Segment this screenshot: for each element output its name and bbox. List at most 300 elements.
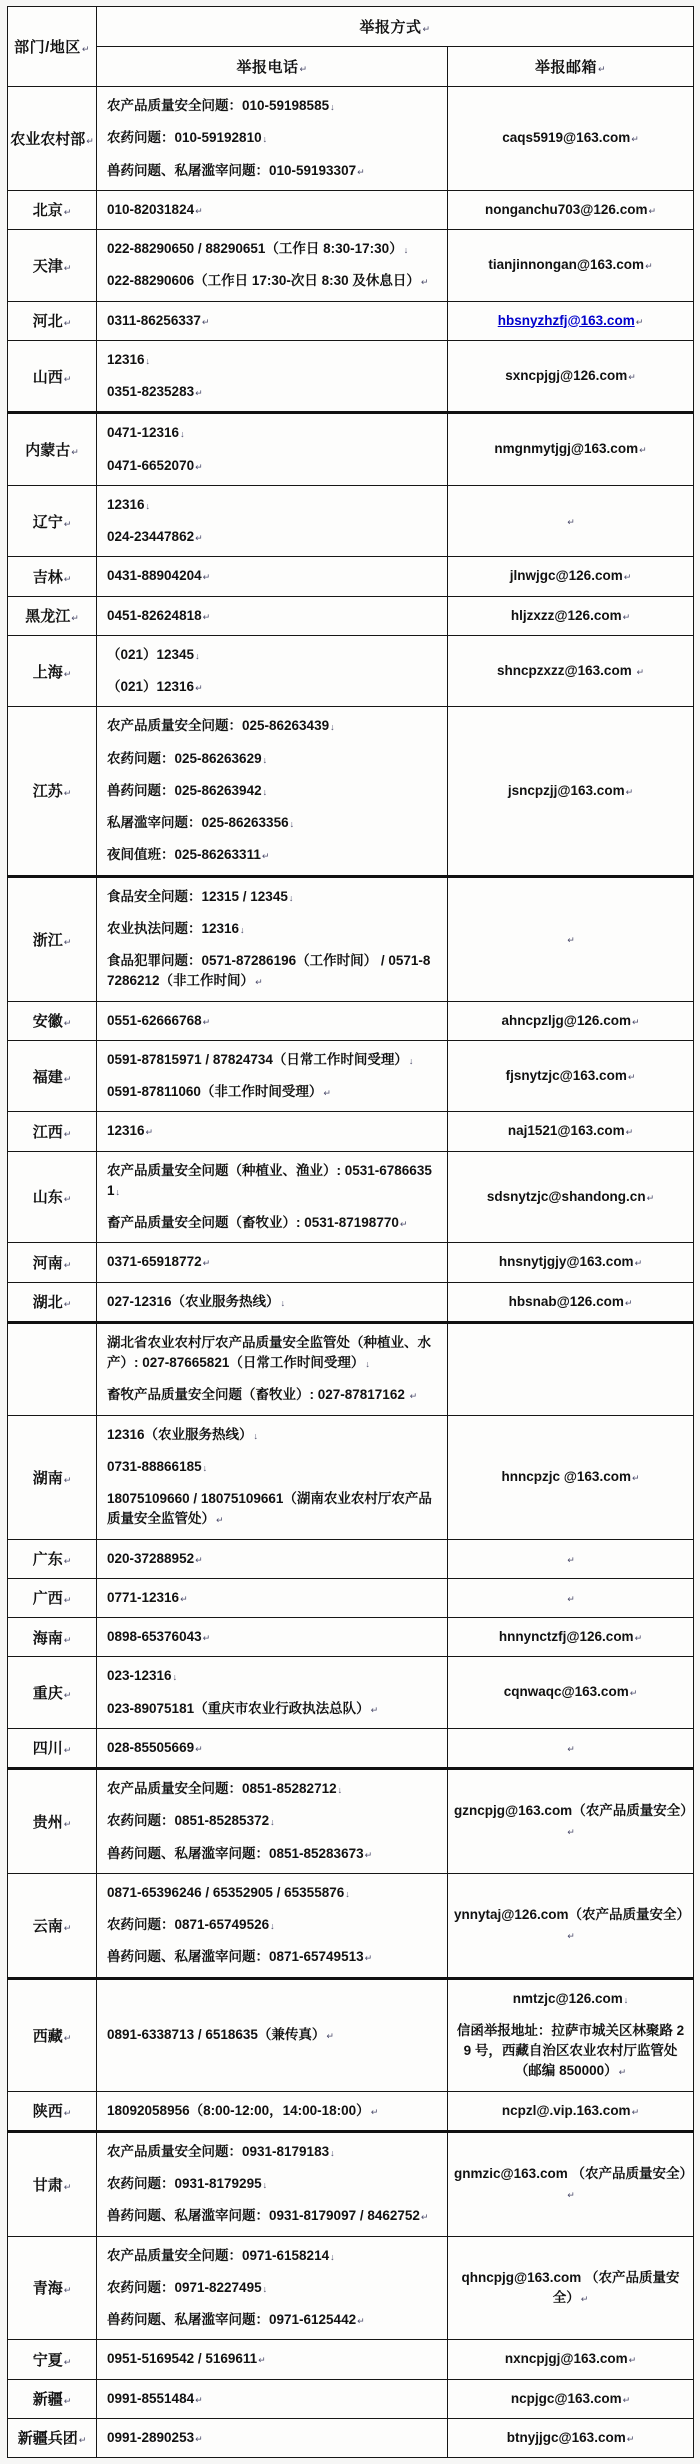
- table-row: [8, 1151, 694, 1243]
- format-mark-icon: ↵: [63, 1818, 72, 1829]
- phone-line: 农产品质量安全问题：010-59198585↓: [107, 98, 335, 113]
- phone-line: 食品犯罪问题：0571-87286196（工作时间） / 0571-87286212（非工作时间）↵: [107, 953, 431, 989]
- format-mark-icon: ↵: [195, 1554, 203, 1565]
- phone-line: 0351-8235283↵: [107, 384, 203, 399]
- format-mark-icon: ↵: [624, 1297, 633, 1308]
- format-mark-icon: ↵: [63, 2356, 72, 2367]
- email-line: 信函举报地址：拉萨市城关区林聚路 29 号，西藏自治区农业农村厅监管处（邮编 850000）↵: [456, 2022, 685, 2079]
- phone-line: 食品安全问题：12315 / 12345↓: [107, 888, 294, 904]
- phone-line: 12316↓: [107, 496, 151, 512]
- region-cell: 广西↵: [8, 1578, 97, 1617]
- format-mark-icon: ↓: [202, 1462, 208, 1473]
- format-mark-icon: ↓: [262, 2283, 268, 2294]
- format-mark-icon: ↓: [408, 1055, 414, 1066]
- format-mark-icon: ↵: [63, 1690, 72, 1700]
- phone-cell: [97, 413, 448, 486]
- table-row: [8, 190, 694, 229]
- format-mark-icon: ↵: [646, 1192, 655, 1203]
- table-row: [8, 340, 694, 413]
- table-row: [8, 1282, 694, 1322]
- format-mark-icon: ↓: [623, 1994, 629, 2005]
- format-mark-icon: ↵: [63, 1474, 72, 1485]
- format-mark-icon: ↓: [262, 786, 268, 797]
- phone-line: 畜产品质量安全问题（畜牧业）: 0531-87198770↵: [107, 1215, 408, 1230]
- phone-line: 农产品质量安全问题：0851-85282712↓: [107, 1781, 343, 1796]
- phone-line: 0871-65396246 / 65352905 / 65355876↓: [107, 1884, 350, 1900]
- phone-cell: [97, 1728, 448, 1768]
- phone-cell: [97, 2131, 448, 2236]
- email-cell: [448, 635, 694, 707]
- phone-line: 0731-88866185↓: [107, 1458, 208, 1474]
- region-cell: 辽宁↵: [8, 485, 97, 557]
- phone-line: 农药问题：010-59192810↓: [107, 130, 268, 146]
- phone-line: 0991-2890253↵: [107, 2429, 203, 2445]
- email-line: nmgnmytjgj@163.com↵: [494, 441, 647, 457]
- phone-line: 0551-62666768↵: [107, 1012, 211, 1028]
- format-mark-icon: ↵: [258, 2355, 266, 2366]
- region-cell: 黑龙江↵: [8, 596, 97, 635]
- table-row: [8, 2340, 694, 2379]
- table-row: [8, 876, 694, 1001]
- format-mark-icon: ↓: [253, 1430, 259, 1441]
- phone-cell: [97, 1769, 448, 1874]
- email-line: tianjinnongan@163.com↵: [488, 257, 653, 273]
- phone-line: 农产品质量安全问题：025-86263439↓: [107, 718, 335, 734]
- phone-line: 024-23447862↵: [107, 529, 203, 544]
- report-table: [7, 6, 694, 2458]
- format-mark-icon: ↓: [240, 924, 245, 935]
- region-cell: 山西↵: [8, 340, 97, 413]
- phone-line: 0371-65918772↵: [107, 1254, 211, 1270]
- phone-cell: [97, 340, 448, 413]
- email-line: hnsnytjgjy@163.com↵: [498, 1254, 643, 1270]
- format-mark-icon: ↵: [628, 371, 636, 382]
- email-cell: [448, 707, 694, 876]
- region-cell: 河南↵: [8, 1243, 97, 1282]
- format-mark-icon: ↵: [195, 683, 203, 693]
- phone-line: 12316↓: [107, 351, 151, 367]
- table-row: [8, 1322, 694, 1415]
- phone-line: 农产品质量安全问题：0971-6158214↓: [107, 2247, 335, 2263]
- table-row: [8, 1578, 694, 1617]
- format-mark-icon: ↓: [145, 355, 151, 366]
- format-mark-icon: ↵: [364, 1953, 373, 1964]
- format-mark-icon: ↵: [63, 1259, 72, 1270]
- email-cell: [448, 1322, 694, 1415]
- format-mark-icon: ↓: [262, 754, 268, 765]
- email-line: gnmzic@163.com （农产品质量安全）↵: [454, 2165, 693, 2201]
- phone-line: 0591-87811060（非工作时间受理）↵: [107, 1084, 331, 1099]
- email-cell: [448, 2236, 694, 2340]
- format-mark-icon: ↵: [631, 1472, 640, 1483]
- format-mark-icon: ↵: [202, 611, 211, 622]
- phone-cell: [97, 1618, 448, 1657]
- email-line: hnnynctzfj@126.com↵: [498, 1629, 643, 1644]
- phone-line: 18075109660 / 18075109661（湖南农业农村厅农产品质量安全监管处）↵: [107, 1491, 432, 1527]
- region-cell: 贵州↵: [8, 1769, 97, 1874]
- format-mark-icon: ↵: [370, 2106, 379, 2117]
- table-row: [8, 1243, 694, 1282]
- phone-cell: [97, 2236, 448, 2340]
- format-mark-icon: ↵: [63, 373, 72, 384]
- region-cell: 北京↵: [8, 190, 97, 229]
- format-mark-icon: ↵: [180, 1593, 188, 1604]
- format-mark-icon: ↵: [420, 2212, 429, 2223]
- format-mark-icon: ↵: [625, 786, 634, 797]
- region-cell: 四川↵: [8, 1728, 97, 1768]
- region-cell: 新疆兵团↵: [8, 2418, 97, 2457]
- email-cell: [448, 1618, 694, 1657]
- email-cell: [448, 876, 694, 1001]
- phone-line: 农产品质量安全问题：0931-8179183↓: [107, 2143, 335, 2159]
- email-cell: [448, 557, 694, 596]
- format-mark-icon: ↵: [195, 461, 203, 472]
- region-cell: 陕西↵: [8, 2091, 97, 2131]
- phone-cell: [97, 1539, 448, 1578]
- format-mark-icon: ↵: [195, 205, 203, 216]
- format-mark-icon: ↵: [71, 447, 79, 457]
- table-row: [8, 1539, 694, 1578]
- format-mark-icon: ↵: [201, 316, 210, 327]
- phone-line: 兽药问题、私屠滥宰问题：010-59193307↵: [107, 162, 365, 178]
- phone-line: 0991-8551484↵: [107, 2390, 203, 2406]
- format-mark-icon: ↓: [115, 1186, 121, 1197]
- phone-cell: [97, 485, 448, 557]
- format-mark-icon: ↵: [63, 2285, 72, 2296]
- format-mark-icon: ↓: [270, 1921, 275, 1931]
- format-mark-icon: ↵: [202, 1633, 211, 1643]
- region-cell: 新疆↵: [8, 2379, 97, 2418]
- format-mark-icon: ↵: [648, 205, 656, 216]
- region-cell: 湖南↵: [8, 1415, 97, 1539]
- format-mark-icon: ↵: [580, 2293, 589, 2304]
- email-cell: [448, 1001, 694, 1040]
- phone-line: 私屠滥宰问题：025-86263356↓: [107, 815, 295, 830]
- region-cell: 上海↵: [8, 635, 97, 707]
- email-cell: [448, 1578, 694, 1617]
- format-mark-icon: ↵: [81, 44, 90, 54]
- email-cell: [448, 1769, 694, 1874]
- region-cell: 海南↵: [8, 1618, 97, 1657]
- format-mark-icon: ↵: [623, 572, 632, 583]
- format-mark-icon: ↵: [323, 1088, 331, 1098]
- region-cell: 重庆↵: [8, 1657, 97, 1729]
- format-mark-icon: ↵: [357, 166, 365, 177]
- phone-line: 12316（农业服务热线）↓: [107, 1426, 259, 1442]
- format-mark-icon: ↵: [364, 1849, 373, 1860]
- table-row: [8, 1618, 694, 1657]
- phone-line: 0311-86256337↵: [107, 312, 210, 328]
- email-cell: [448, 2131, 694, 2236]
- table-row: [8, 1040, 694, 1112]
- phone-line: 农业执法问题：12316↓: [107, 920, 245, 936]
- phone-line: 022-88290650 / 88290651（工作日 8:30-17:30）↓: [107, 241, 409, 256]
- table-row: [8, 1001, 694, 1040]
- email-line: [448, 923, 693, 955]
- format-mark-icon: ↵: [195, 533, 203, 543]
- format-mark-icon: ↓: [345, 1888, 350, 1899]
- format-mark-icon: ↵: [422, 24, 431, 34]
- email-cell: [448, 1243, 694, 1282]
- phone-line: 0891-6338713 / 6518635（兼传真）↵: [107, 2026, 334, 2042]
- email-cell: [448, 87, 694, 191]
- format-mark-icon: ↵: [639, 445, 647, 456]
- format-mark-icon: ↵: [63, 1128, 72, 1139]
- format-mark-icon: ↵: [195, 388, 203, 398]
- email-line: qhncpjg@163.com （农产品质量安全）↵: [461, 2269, 680, 2305]
- email-line: shncpzxzz@163.com ↵: [496, 662, 644, 678]
- format-mark-icon: ↵: [567, 2190, 575, 2201]
- format-mark-icon: ↵: [63, 2181, 72, 2192]
- format-mark-icon: ↓: [145, 500, 151, 511]
- format-mark-icon: ↵: [63, 573, 72, 584]
- format-mark-icon: ↵: [63, 2108, 72, 2119]
- format-mark-icon: ↵: [626, 2433, 635, 2444]
- header-phone: 举报电话↵: [97, 47, 448, 87]
- email-cell: [448, 1415, 694, 1539]
- format-mark-icon: ↵: [357, 2316, 365, 2326]
- table-row: [8, 1657, 694, 1729]
- header-method: 举报方式↵: [97, 7, 694, 47]
- email-cell: [448, 1040, 694, 1112]
- table-row: [8, 87, 694, 191]
- format-mark-icon: ↵: [618, 2067, 627, 2078]
- region-cell: 天津↵: [8, 230, 97, 302]
- email-cell: [448, 2379, 694, 2418]
- table-row: [8, 2091, 694, 2131]
- region-cell: 西藏↵: [8, 1978, 97, 2091]
- email-cell: [448, 1978, 694, 2091]
- email-line: nmtzjc@126.com↓: [512, 1990, 629, 2006]
- phone-cell: [97, 1001, 448, 1040]
- format-mark-icon: ↵: [634, 1258, 643, 1269]
- region-cell: 河北↵: [8, 301, 97, 340]
- phone-line: （021）12316↵: [107, 679, 203, 694]
- region-cell: 江西↵: [8, 1112, 97, 1151]
- phone-cell: [97, 1151, 448, 1243]
- format-mark-icon: ↓: [195, 650, 200, 661]
- table-row: [8, 1728, 694, 1768]
- phone-line: 0451-82624818↵: [107, 607, 211, 623]
- email-cell: [448, 413, 694, 486]
- email-line: [448, 505, 693, 537]
- phone-line: 12316↵: [107, 1123, 154, 1139]
- email-line[interactable]: [448, 305, 693, 337]
- email-cell: [448, 596, 694, 635]
- format-mark-icon: ↵: [63, 1634, 72, 1645]
- format-mark-icon: ↵: [63, 1922, 72, 1933]
- format-mark-icon: ↵: [145, 1127, 154, 1138]
- region-cell: 湖北↵: [8, 1282, 97, 1322]
- region-cell: 福建↵: [8, 1040, 97, 1112]
- email-line: [448, 1732, 693, 1764]
- region-cell: [8, 1322, 97, 1415]
- format-mark-icon: ↵: [261, 851, 270, 862]
- format-mark-icon: ↓: [180, 429, 185, 440]
- phone-line: 022-88290606（工作日 17:30-次日 8:30 及休息日）↵: [107, 273, 429, 289]
- format-mark-icon: ↓: [262, 2180, 268, 2190]
- phone-line: （021）12345↓: [107, 646, 200, 662]
- region-cell: 广东↵: [8, 1539, 97, 1578]
- format-mark-icon: ↵: [86, 135, 94, 146]
- phone-cell: [97, 230, 448, 302]
- email-line: ahncpzljg@126.com↵: [501, 1012, 640, 1028]
- format-mark-icon: ↵: [63, 318, 72, 329]
- format-mark-icon: ↵: [567, 1931, 575, 1942]
- format-mark-icon: ↵: [63, 1018, 72, 1029]
- email-line: jsncpzjj@163.com↵: [507, 782, 634, 798]
- phone-line: 0771-12316↵: [107, 1589, 188, 1605]
- email-line: caqs5919@163.com↵: [502, 130, 639, 146]
- format-mark-icon: ↓: [337, 1785, 343, 1795]
- phone-line: 湖北省农业农村厅农产品质量安全监管处（种植业、水产）: 027-87665821（日常工作时间受理）↓: [107, 1334, 431, 1370]
- format-mark-icon: ↵: [627, 1071, 636, 1082]
- region-cell: 山东↵: [8, 1151, 97, 1243]
- email-line: btnyjjgc@163.com↵: [506, 2429, 635, 2445]
- format-mark-icon: ↵: [631, 1016, 640, 1027]
- format-mark-icon: ↵: [202, 1258, 211, 1269]
- phone-cell: [97, 876, 448, 1001]
- phone-cell: [97, 1282, 448, 1322]
- format-mark-icon: ↵: [622, 2394, 631, 2405]
- phone-cell: [97, 1322, 448, 1415]
- table-row: [8, 1112, 694, 1151]
- format-mark-icon: ↵: [63, 1556, 72, 1567]
- format-mark-icon: ↵: [202, 1016, 211, 1027]
- phone-cell: [97, 1040, 448, 1112]
- phone-cell: [97, 301, 448, 340]
- format-mark-icon: ↵: [195, 2433, 203, 2444]
- phone-cell: [97, 635, 448, 707]
- phone-line: 023-12316↓: [107, 1668, 178, 1684]
- phone-line: 020-37288952↵: [107, 1550, 203, 1566]
- region-cell: 浙江↵: [8, 876, 97, 1001]
- table-row: [8, 635, 694, 707]
- email-cell: [448, 485, 694, 557]
- email-cell: [448, 1657, 694, 1729]
- format-mark-icon: ↵: [63, 1595, 72, 1606]
- phone-line: 0898-65376043↵: [107, 1629, 211, 1644]
- phone-line: 兽药问题、私屠滥宰问题：0971-6125442↵: [107, 2312, 365, 2327]
- format-mark-icon: ↵: [195, 1743, 203, 1754]
- region-cell: 安徽↵: [8, 1001, 97, 1040]
- format-mark-icon: ↵: [634, 1633, 643, 1643]
- phone-cell: [97, 1657, 448, 1729]
- format-mark-icon: ↵: [63, 1745, 72, 1756]
- phone-line: 010-82031824↵: [107, 201, 203, 217]
- email-line: cqnwaqc@163.com↵: [503, 1684, 638, 1700]
- format-mark-icon: ↵: [567, 1743, 575, 1754]
- region-cell: 宁夏↵: [8, 2340, 97, 2379]
- email-line: [448, 1582, 693, 1614]
- format-mark-icon: ↵: [71, 613, 79, 624]
- format-mark-icon: ↵: [202, 572, 211, 583]
- format-mark-icon: ↵: [63, 2396, 72, 2407]
- format-mark-icon: ↵: [567, 516, 575, 527]
- format-mark-icon: ↓: [330, 2147, 335, 2158]
- format-mark-icon: ↵: [370, 1704, 379, 1715]
- email-line: ynnytaj@126.com（农产品质量安全）↵: [454, 1906, 690, 1942]
- phone-line: 0471-12316↓: [107, 425, 185, 441]
- phone-line: 兽药问题：025-86263942↓: [107, 782, 268, 798]
- phone-line: 兽药问题、私屠滥宰问题：0851-85283673↵: [107, 1845, 373, 1861]
- email-cell: [448, 1539, 694, 1578]
- phone-line: 027-12316（农业服务热线）↓: [107, 1293, 286, 1309]
- format-mark-icon: ↵: [567, 1827, 575, 1838]
- phone-line: 0431-88904204↵: [107, 568, 211, 584]
- format-mark-icon: ↵: [625, 1127, 634, 1138]
- format-mark-icon: ↵: [63, 262, 72, 273]
- format-mark-icon: ↵: [299, 64, 308, 74]
- format-mark-icon: ↵: [645, 261, 653, 272]
- email-cell: [448, 2091, 694, 2131]
- email-line: ncpzl@.vip.163.com↵: [501, 2102, 640, 2118]
- table-row: [8, 485, 694, 557]
- phone-cell: [97, 2379, 448, 2418]
- region-cell: 吉林↵: [8, 557, 97, 596]
- email-link[interactable]: hbsnyzhzfj@163.com: [497, 312, 635, 328]
- phone-cell: [97, 557, 448, 596]
- email-line: jlnwjgc@126.com↵: [509, 568, 632, 584]
- phone-line: 农产品质量安全问题（种植业、渔业）: 0531-67866351↓: [107, 1162, 432, 1198]
- phone-cell: [97, 1112, 448, 1151]
- table-header: [8, 7, 694, 87]
- email-line: nonganchu703@126.com↵: [484, 201, 656, 217]
- email-line: sxncpjgj@126.com↵: [505, 367, 636, 383]
- phone-cell: [97, 2418, 448, 2457]
- email-line: hbsnab@126.com↵: [508, 1293, 633, 1309]
- table-row: [8, 1415, 694, 1539]
- phone-cell: [97, 1978, 448, 2091]
- format-mark-icon: ↓: [288, 892, 294, 903]
- region-cell: 云南↵: [8, 1873, 97, 1978]
- report-table-body: [8, 87, 694, 2458]
- phone-cell: [97, 1873, 448, 1978]
- header-region: 部门/地区↵: [8, 7, 97, 87]
- table-row: [8, 2418, 694, 2457]
- email-line: fjsnytzjc@163.com↵: [505, 1067, 636, 1083]
- format-mark-icon: ↓: [270, 1817, 275, 1828]
- format-mark-icon: ↓: [330, 722, 335, 733]
- format-mark-icon: ↵: [597, 64, 607, 74]
- phone-line: 农药问题：0851-85285372↓: [107, 1813, 275, 1829]
- format-mark-icon: ↵: [195, 2394, 203, 2405]
- format-mark-icon: ↵: [622, 611, 631, 622]
- phone-line: 夜间值班：025-86263311↵: [107, 847, 270, 863]
- format-mark-icon: ↓: [330, 2251, 335, 2262]
- header-row-2: [8, 47, 694, 87]
- format-mark-icon: ↵: [420, 277, 429, 288]
- format-mark-icon: ↵: [63, 936, 72, 947]
- email-cell: [448, 1873, 694, 1978]
- table-row: [8, 2236, 694, 2340]
- table-row: [8, 557, 694, 596]
- email-cell: [448, 190, 694, 229]
- format-mark-icon: ↵: [326, 2030, 334, 2041]
- email-line: nxncpjgj@163.com↵: [504, 2351, 637, 2367]
- format-mark-icon: ↵: [63, 788, 72, 799]
- email-cell: [448, 301, 694, 340]
- email-cell: [448, 1282, 694, 1322]
- phone-cell: [97, 2340, 448, 2379]
- email-line: [448, 1543, 693, 1575]
- format-mark-icon: ↵: [629, 1688, 638, 1699]
- phone-line: 0471-6652070↵: [107, 457, 203, 473]
- format-mark-icon: ↓: [330, 102, 335, 112]
- email-cell: [448, 2340, 694, 2379]
- format-mark-icon: ↓: [403, 245, 409, 255]
- format-mark-icon: ↵: [636, 666, 644, 677]
